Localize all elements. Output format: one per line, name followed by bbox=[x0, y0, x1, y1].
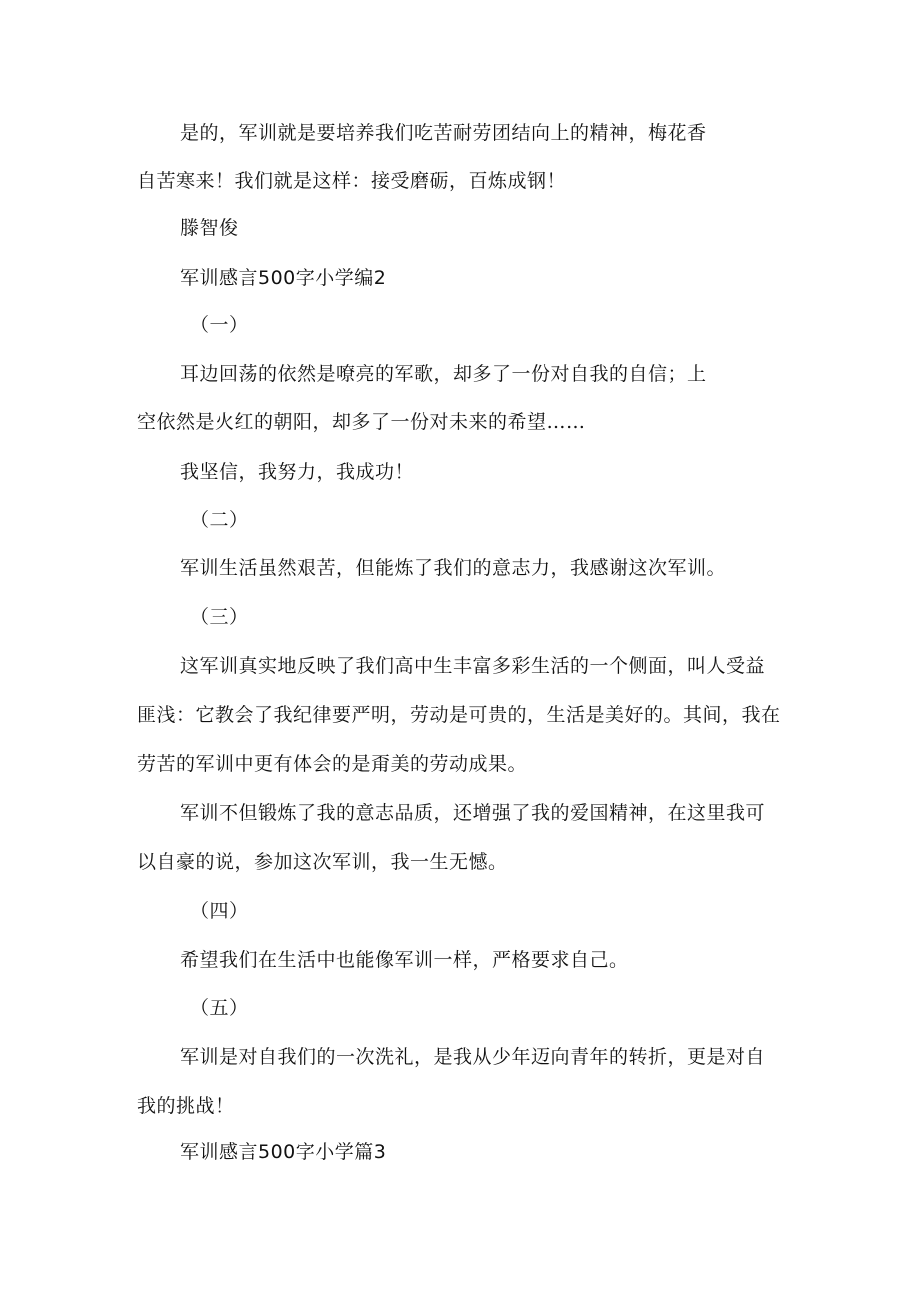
subsection-number: （一） bbox=[190, 314, 249, 336]
paragraph-line: 军训不但锻炼了我的意志品质，还增强了我的爱国精神，在这里我可 bbox=[180, 802, 766, 824]
subsection-number: （三） bbox=[190, 606, 249, 628]
section-heading: 军训感言500字小学编2 bbox=[180, 267, 387, 289]
paragraph-line: 我坚信，我努力，我成功！ bbox=[180, 461, 415, 483]
paragraph-line: 匪浅：它教会了我纪律要严明，劳动是可贵的，生活是美好的。其间，我在 bbox=[137, 704, 781, 726]
paragraph-line: 我的挑战！ bbox=[137, 1095, 235, 1117]
paragraph-line: 空依然是火红的朝阳，却多了一份对未来的希望…… bbox=[137, 411, 586, 433]
paragraph-line: 这军训真实地反映了我们高中生丰富多彩生活的一个侧面，叫人受益 bbox=[180, 655, 766, 677]
subsection-number: （五） bbox=[190, 997, 249, 1019]
subsection-number: （二） bbox=[190, 509, 249, 531]
paragraph-line: 是的，军训就是要培养我们吃苦耐劳团结向上的精神，梅花香 bbox=[180, 122, 707, 144]
paragraph-line: 自苦寒来！我们就是这样：接受磨砺，百炼成钢！ bbox=[137, 170, 567, 192]
paragraph-line: 以自豪的说，参加这次军训，我一生无憾。 bbox=[137, 851, 508, 873]
paragraph-line: 军训是对自我们的一次洗礼，是我从少年迈向青年的转折，更是对自 bbox=[180, 1046, 766, 1068]
paragraph-line: 希望我们在生活中也能像军训一样，严格要求自己。 bbox=[180, 949, 629, 971]
paragraph-line: 军训生活虽然艰苦，但能炼了我们的意志力，我感谢这次军训。 bbox=[180, 557, 727, 579]
paragraph-line: 劳苦的军训中更有体会的是甭美的劳动成果。 bbox=[137, 753, 528, 775]
section-heading: 军训感言500字小学篇3 bbox=[180, 1141, 387, 1163]
author-name: 滕智俊 bbox=[180, 217, 239, 239]
paragraph-line: 耳边回荡的依然是嘹亮的军歌，却多了一份对自我的自信；上 bbox=[180, 363, 707, 385]
subsection-number: （四） bbox=[190, 900, 249, 922]
